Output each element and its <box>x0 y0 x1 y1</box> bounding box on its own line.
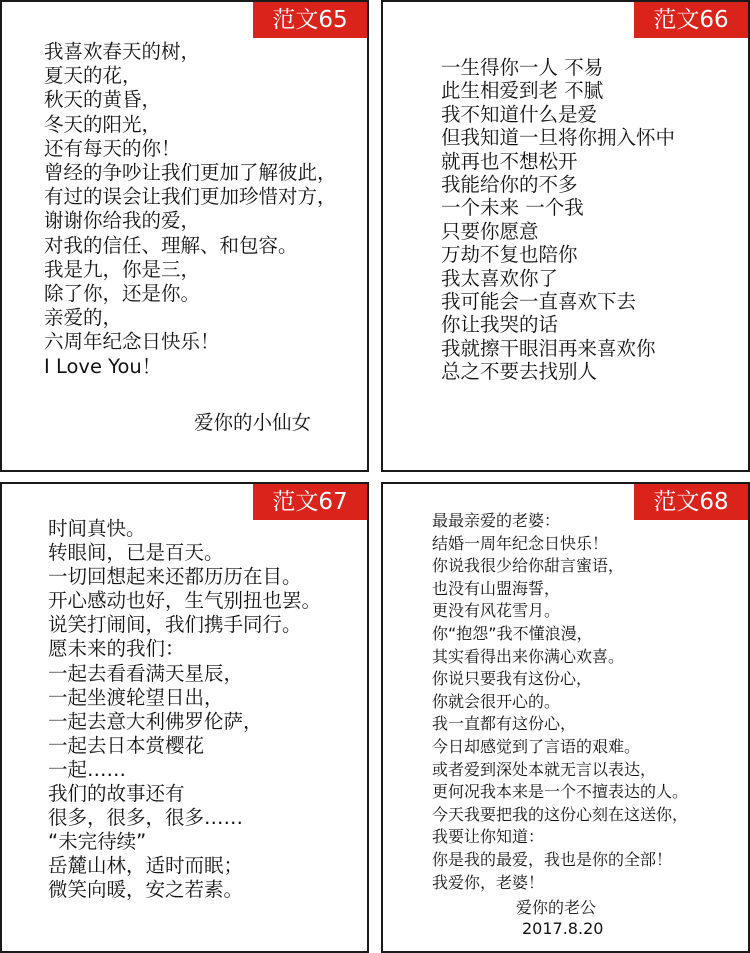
text-line: 一个未来 一个我 <box>441 196 584 220</box>
text-line: 万劫不复也陪你 <box>441 243 578 267</box>
text-line: 其实看得出来你满心欢喜。 <box>432 646 625 666</box>
text-line: 愿未来的我们： <box>48 637 185 661</box>
text-line: 还有每天的你！ <box>44 136 181 160</box>
text-line: 秋天的黄昏， <box>44 88 162 112</box>
text-line: 一起坐渡轮望日出， <box>48 685 224 709</box>
text-line: 我是九，你是三， <box>44 257 201 281</box>
essay-card-65 <box>0 0 369 472</box>
signature-date: 2017.8.20 <box>522 919 604 938</box>
text-line: 或者爱到深处本就无言以表达， <box>432 759 657 779</box>
essay-number-tag: 范文68 <box>634 484 748 520</box>
essay-text <box>48 517 321 903</box>
text-line: 你就会很开心的。 <box>432 691 561 711</box>
text-line: 也没有山盟海誓， <box>432 578 561 598</box>
text-line: 只要你愿意 <box>441 219 539 243</box>
text-line: 你让我哭的话 <box>441 313 559 337</box>
text-line: 更没有风花雪月。 <box>432 601 561 621</box>
text-line: 谢谢你给我的爱， <box>44 209 201 233</box>
essay-text <box>44 40 337 379</box>
text-line: 但我知道一旦将你拥入怀中 <box>441 126 676 150</box>
text-line: 一切回想起来还都历历在目。 <box>48 565 302 589</box>
signature: 爱你的老公 <box>516 898 597 917</box>
text-line: 我太喜欢你了 <box>441 266 559 290</box>
text-line: 总之不要去找别人 <box>441 360 598 384</box>
text-line: I Love You！ <box>44 354 162 378</box>
text-line: 更何况我本来是一个不擅表达的人。 <box>432 782 689 802</box>
text-line: 结婚一周年纪念日快乐！ <box>432 533 609 553</box>
text-line: 岳麓山林，适时而眠； <box>48 854 244 878</box>
text-line: 一起去看看满天星辰， <box>48 661 244 685</box>
essay-card-67 <box>0 482 369 953</box>
essay-number-tag: 范文66 <box>634 2 748 38</box>
text-line: 我就擦干眼泪再来喜欢你 <box>441 336 656 360</box>
text-line: 我一直都有这份心， <box>432 714 577 734</box>
text-line: 我要让你知道： <box>432 827 545 847</box>
text-line: 很多，很多，很多…… <box>48 806 244 830</box>
text-line: 就再也不想松开 <box>441 149 578 173</box>
text-line: 对我的信任、理解、和包容。 <box>44 233 298 257</box>
essay-number-tag: 范文67 <box>253 484 367 520</box>
text-line: “未完待续” <box>48 830 147 854</box>
text-line: 六周年纪念日快乐！ <box>44 330 220 354</box>
signature: 爱你的小仙女 <box>194 411 312 434</box>
text-line: 今天我要把我的这份心刻在这送你， <box>432 804 689 824</box>
text-line: 我爱你，老婆！ <box>432 872 545 892</box>
text-line: 一起去日本赏樱花 <box>48 733 205 757</box>
text-line: 冬天的阳光， <box>44 112 162 136</box>
text-line: 最最亲爱的老婆： <box>432 511 561 530</box>
text-line: 微笑向暖，安之若素。 <box>48 878 244 902</box>
text-line: 我可能会一直喜欢下去 <box>441 290 637 314</box>
essay-card-66 <box>381 0 750 472</box>
text-line: 你说只要我有这份心， <box>432 669 593 689</box>
text-line: 一起…… <box>48 757 127 781</box>
text-line: 你是我的最爱，我也是你的全部！ <box>432 849 673 869</box>
text-line: 你“抱怨”我不懂浪漫， <box>432 623 593 643</box>
text-line: 今日却感觉到了言语的艰难。 <box>432 736 641 756</box>
text-line: 你说我很少给你甜言蜜语， <box>432 556 625 576</box>
text-line: 我喜欢春天的树， <box>44 40 201 63</box>
text-line: 亲爱的， <box>44 306 123 330</box>
essay-text <box>441 56 675 384</box>
essay-number-tag: 范文65 <box>253 2 367 38</box>
text-line: 一生得你一人 不易 <box>441 56 604 79</box>
text-line: 我们的故事还有 <box>48 782 185 806</box>
text-line: 此生相爱到老 不腻 <box>441 79 604 103</box>
text-line: 我能给你的不多 <box>441 173 578 197</box>
text-line: 说笑打闹间，我们携手同行。 <box>48 613 302 637</box>
text-line: 开心感动也好，生气别扭也罢。 <box>48 589 322 613</box>
text-line: 时间真快。 <box>48 517 146 540</box>
text-line: 转眼间，已是百天。 <box>48 541 224 565</box>
text-line: 除了你，还是你。 <box>44 282 201 306</box>
text-line: 曾经的争吵让我们更加了解彼此， <box>44 161 337 185</box>
text-line: 一起去意大利佛罗伦萨， <box>48 709 263 733</box>
text-line: 有过的误会让我们更加珍惜对方， <box>44 185 337 209</box>
text-line: 我不知道什么是爱 <box>441 102 598 126</box>
text-line: 夏天的花， <box>44 64 142 88</box>
essay-card-68 <box>381 482 750 953</box>
essay-text <box>432 510 688 894</box>
